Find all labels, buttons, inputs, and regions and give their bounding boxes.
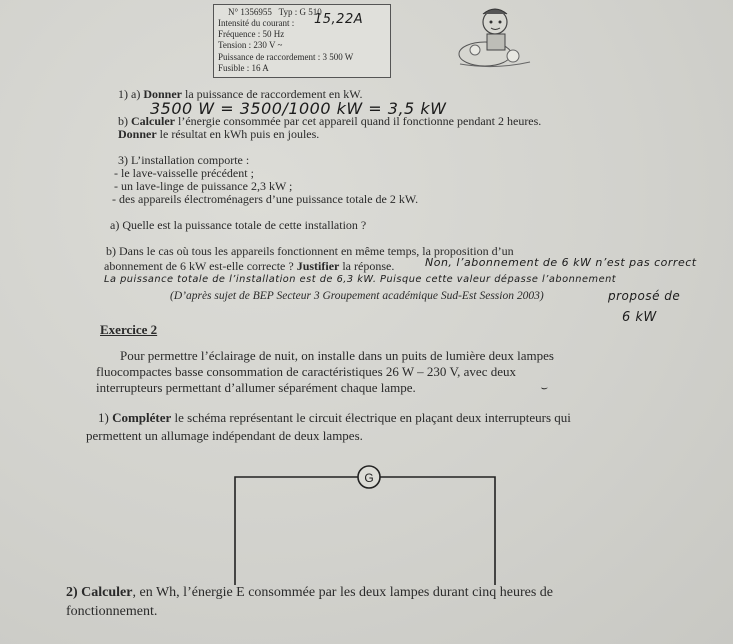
q3b-line1: b) Dans le cas où tous les appareils fonctionnent en même temps, la proposition d’un (106, 244, 514, 258)
ex2-q1-line (98, 410, 571, 426)
plate-number: N° 1356955 (228, 7, 272, 17)
plate-current-handwritten: 15,22A (314, 12, 364, 27)
plate-power: Puissance de raccordement : 3 500 W (218, 52, 354, 62)
q1a-number: 1) a) (118, 87, 141, 101)
q3-item-2: - un lave-linge de puissance 2,3 kW ; (114, 179, 293, 193)
q3b-handwritten-4: 6 kW (622, 310, 657, 325)
q3b-line2a: abonnement de 6 kW est-elle correcte ? (104, 259, 294, 273)
q3-title: 3) L’installation comporte : (118, 153, 250, 167)
q3b-line2b: la réponse. (342, 259, 395, 273)
q3b-line2 (104, 259, 394, 274)
plate-voltage: Tension : 230 V ~ (218, 40, 283, 50)
q3-item-3: - des appareils électroménagers d’une puissance totale de 2 kW. (112, 192, 419, 206)
cartoon-illustration (455, 4, 535, 72)
q1b-number: b) (118, 114, 128, 128)
plate-type: Typ : G 510 (278, 7, 322, 17)
ex2-q2-line2: fonctionnement. (66, 604, 158, 619)
rating-plate (213, 4, 391, 78)
ex2-q2-verb: Calculer (81, 585, 133, 600)
q3b-handwritten-1: Non, l’abonnement de 6 kW n’est pas correct (425, 256, 697, 269)
plate-fuse: Fusible : 16 A (218, 63, 269, 73)
plate-current (218, 18, 294, 28)
exercise-2-title: Exercice 2 (100, 322, 158, 337)
ex2-q1-number: 1) (98, 410, 109, 425)
q3a: a) Quelle est la puissance totale de cette installation ? (110, 218, 367, 232)
source-note: (D’après sujet de BEP Secteur 3 Groupement académique Sud-Est Session 2003) (170, 290, 544, 302)
circuit-wire-left (235, 477, 358, 585)
plate-current-label: Intensité du courant : (218, 18, 295, 28)
q1b-line2-verb: Donner (118, 127, 157, 141)
q1b-line2-text: le résultat en kWh puis en joules. (159, 127, 320, 141)
ex2-q2-number: 2) (66, 585, 78, 600)
generator-label: G (364, 471, 374, 485)
q1b-line2 (118, 127, 319, 142)
q1a-handwritten-answer: 3500 W = 3500/1000 kW = 3,5 kW (150, 99, 447, 118)
q3b-handwritten-3: proposé de (608, 289, 681, 303)
stray-mark: ⌣ (540, 381, 548, 394)
ex2-q1-verb: Compléter (112, 410, 172, 425)
q1b-text: l’énergie consommée par cet appareil quand il fonctionne pendant 2 heures. (178, 114, 542, 128)
q1a-text: la puissance de raccordement en kW. (185, 87, 363, 101)
plate-frequency: Fréquence : 50 Hz (218, 29, 285, 39)
ex2-intro-3: interrupteurs permettant d’allumer séparément chaque lampe. (96, 380, 416, 395)
q1b-verb: Calculer (131, 114, 175, 128)
plate-number-type (228, 7, 322, 17)
q3-item-1: - le lave-vaisselle précédent ; (114, 166, 254, 180)
ex2-q2-line (66, 585, 553, 601)
q3b-verb: Justifier (296, 259, 340, 273)
q3b-handwritten-2: La puissance totale de l’installation est de 6,3 kW. Puisque cette valeur dépasse l’abonnement (104, 274, 617, 285)
ex2-intro-1: Pour permettre l’éclairage de nuit, on installe dans un puits de lumière deux lampes (120, 348, 554, 363)
ex2-q1-line2: permettent un allumage indépendant de deux lampes. (86, 428, 363, 443)
circuit-diagram (230, 455, 500, 585)
q1a-verb: Donner (143, 87, 182, 101)
circuit-wire-right (380, 477, 495, 585)
ex2-q1-text: le schéma représentant le circuit électrique en plaçant deux interrupteurs qui (174, 410, 571, 425)
ex2-intro-2: fluocompactes basse consommation de caractéristiques 26 W – 230 V, avec deux (96, 364, 516, 379)
ex2-q2-text: , en Wh, l’énergie E consommée par les deux lampes durant cinq heures de (132, 585, 554, 600)
